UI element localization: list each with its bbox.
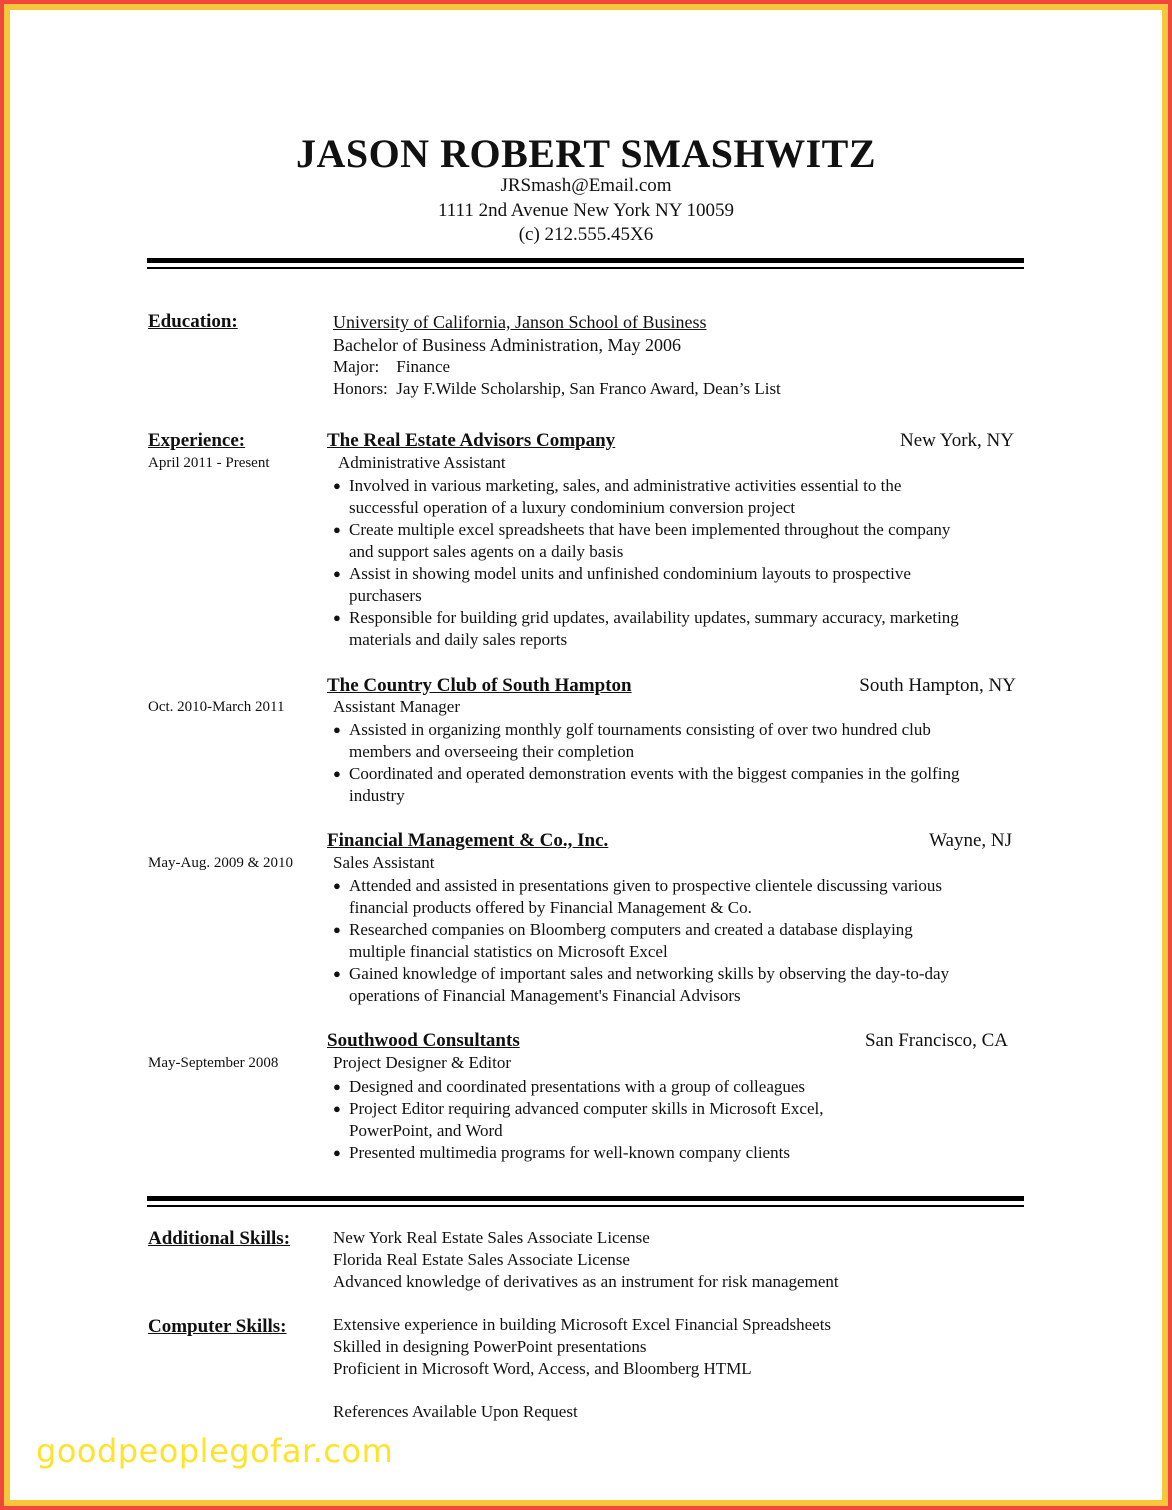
contact-email: JRSmash@Email.com (500, 175, 672, 196)
list-item: ● Presented multimedia programs for well-known company clients (333, 1143, 790, 1162)
list-item: ● Involved in various marketing, sales, and administrative activities essential to the successful operation of a luxury condominium conversion project (333, 476, 902, 517)
bullet-icon: ● (333, 878, 341, 893)
header-rule-thin (147, 267, 1024, 269)
job-dates: Oct. 2010-March 2011 (148, 699, 285, 715)
list-item: ● Create multiple excel spreadsheets that have been implemented throughout the company and support sales agents on a daily basis (333, 520, 951, 561)
contact-phone: (c) 212.555.45X6 (518, 224, 654, 245)
job-role: Project Designer & Editor (333, 1053, 511, 1072)
job-dates: April 2011 - Present (148, 455, 270, 471)
job-dates: May-September 2008 (148, 1055, 279, 1071)
bullet-icon: ● (333, 1101, 341, 1116)
job-role: Administrative Assistant (338, 453, 506, 472)
job-location: Wayne, NJ (929, 830, 1012, 851)
computer-skill-item: Proficient in Microsoft Word, Access, and Bloomberg HTML (333, 1359, 752, 1378)
contact-address: 1111 2nd Avenue New York NY 10059 (437, 200, 735, 221)
additional-skill-item: New York Real Estate Sales Associate License (333, 1228, 650, 1247)
education-school: University of California, Janson School of Business (333, 312, 707, 332)
list-item: ● Gained knowledge of important sales and networking skills by observing the day-to-day operations of Financial Management's Financial Advisors (333, 964, 950, 1005)
education-honors: Honors: Jay F.Wilde Scholarship, San Franco Award, Dean’s List (333, 379, 781, 398)
job-company: The Real Estate Advisors Company (327, 430, 616, 451)
list-item: ● Responsible for building grid updates, availability updates, summary accuracy, marketing materials and daily sales reports (333, 608, 959, 649)
job-bullets (331, 1076, 969, 1164)
computer-skill-item: Skilled in designing PowerPoint presentations (333, 1337, 647, 1356)
list-item: ● Designed and coordinated presentations with a group of colleagues (333, 1077, 806, 1096)
education-degree: Bachelor of Business Administration, May 2006 (333, 335, 681, 355)
resume-name: JASON ROBERT SMASHWITZ (295, 131, 877, 176)
job-bullets (331, 719, 969, 807)
job-bullets (331, 475, 969, 651)
skills-rule-thin (147, 1205, 1024, 1207)
list-item: ● Attended and assisted in presentations given to prospective clientele discussing various financial products offered by Financial Management & Co. (333, 876, 942, 917)
experience-heading: Experience: (148, 430, 246, 451)
job-company: Southwood Consultants (327, 1030, 520, 1051)
skills-rule-thick (147, 1196, 1024, 1201)
education-heading: Education: (148, 311, 238, 332)
bullet-icon: ● (333, 766, 341, 781)
list-item: ● Researched companies on Bloomberg computers and created a database displaying multiple financial statistics on Microsoft Excel (333, 920, 913, 961)
job-location: San Francisco, CA (864, 1030, 1008, 1051)
job-location: South Hampton, NY (859, 675, 1016, 696)
computer-skill-item: Extensive experience in building Microsoft Excel Financial Spreadsheets (333, 1315, 832, 1334)
bullet-icon: ● (333, 522, 341, 537)
bullet-icon: ● (333, 566, 341, 581)
job-company: Financial Management & Co., Inc. (327, 830, 609, 851)
additional-skill-item: Florida Real Estate Sales Associate License (333, 1250, 630, 1269)
additional-skill-item: Advanced knowledge of derivatives as an instrument for risk management (333, 1272, 839, 1291)
bullet-icon: ● (333, 966, 341, 981)
job-role: Sales Assistant (333, 853, 435, 872)
education-major: Major: Finance (333, 357, 451, 376)
job-company: The Country Club of South Hampton (327, 675, 632, 696)
list-item: ● Project Editor requiring advanced computer skills in Microsoft Excel, PowerPoint, and Word (333, 1099, 824, 1140)
bullet-icon: ● (333, 610, 341, 625)
references-note: References Available Upon Request (333, 1402, 578, 1421)
job-dates: May-Aug. 2009 & 2010 (148, 855, 293, 871)
bullet-icon: ● (333, 722, 341, 737)
job-location: New York, NY (899, 430, 1014, 451)
list-item: ● Assisted in organizing monthly golf tournaments consisting of over two hundred club members and overseeing their completion (333, 720, 931, 761)
additional-skills-heading: Additional Skills: (148, 1228, 291, 1249)
list-item: ● Assist in showing model units and unfinished condominium layouts to prospective purchasers (333, 564, 911, 605)
bullet-icon: ● (333, 922, 341, 937)
watermark-text: goodpeoplegofar.com (36, 1432, 394, 1470)
bullet-icon: ● (333, 1145, 341, 1160)
job-bullets (331, 875, 969, 1007)
header-rule-thick (147, 258, 1024, 263)
list-item: ● Coordinated and operated demonstration events with the biggest companies in the golfing industry (333, 764, 960, 805)
bullet-icon: ● (333, 478, 341, 493)
bullet-icon: ● (333, 1079, 341, 1094)
job-role: Assistant Manager (333, 697, 461, 716)
computer-skills-heading: Computer Skills: (148, 1316, 287, 1337)
